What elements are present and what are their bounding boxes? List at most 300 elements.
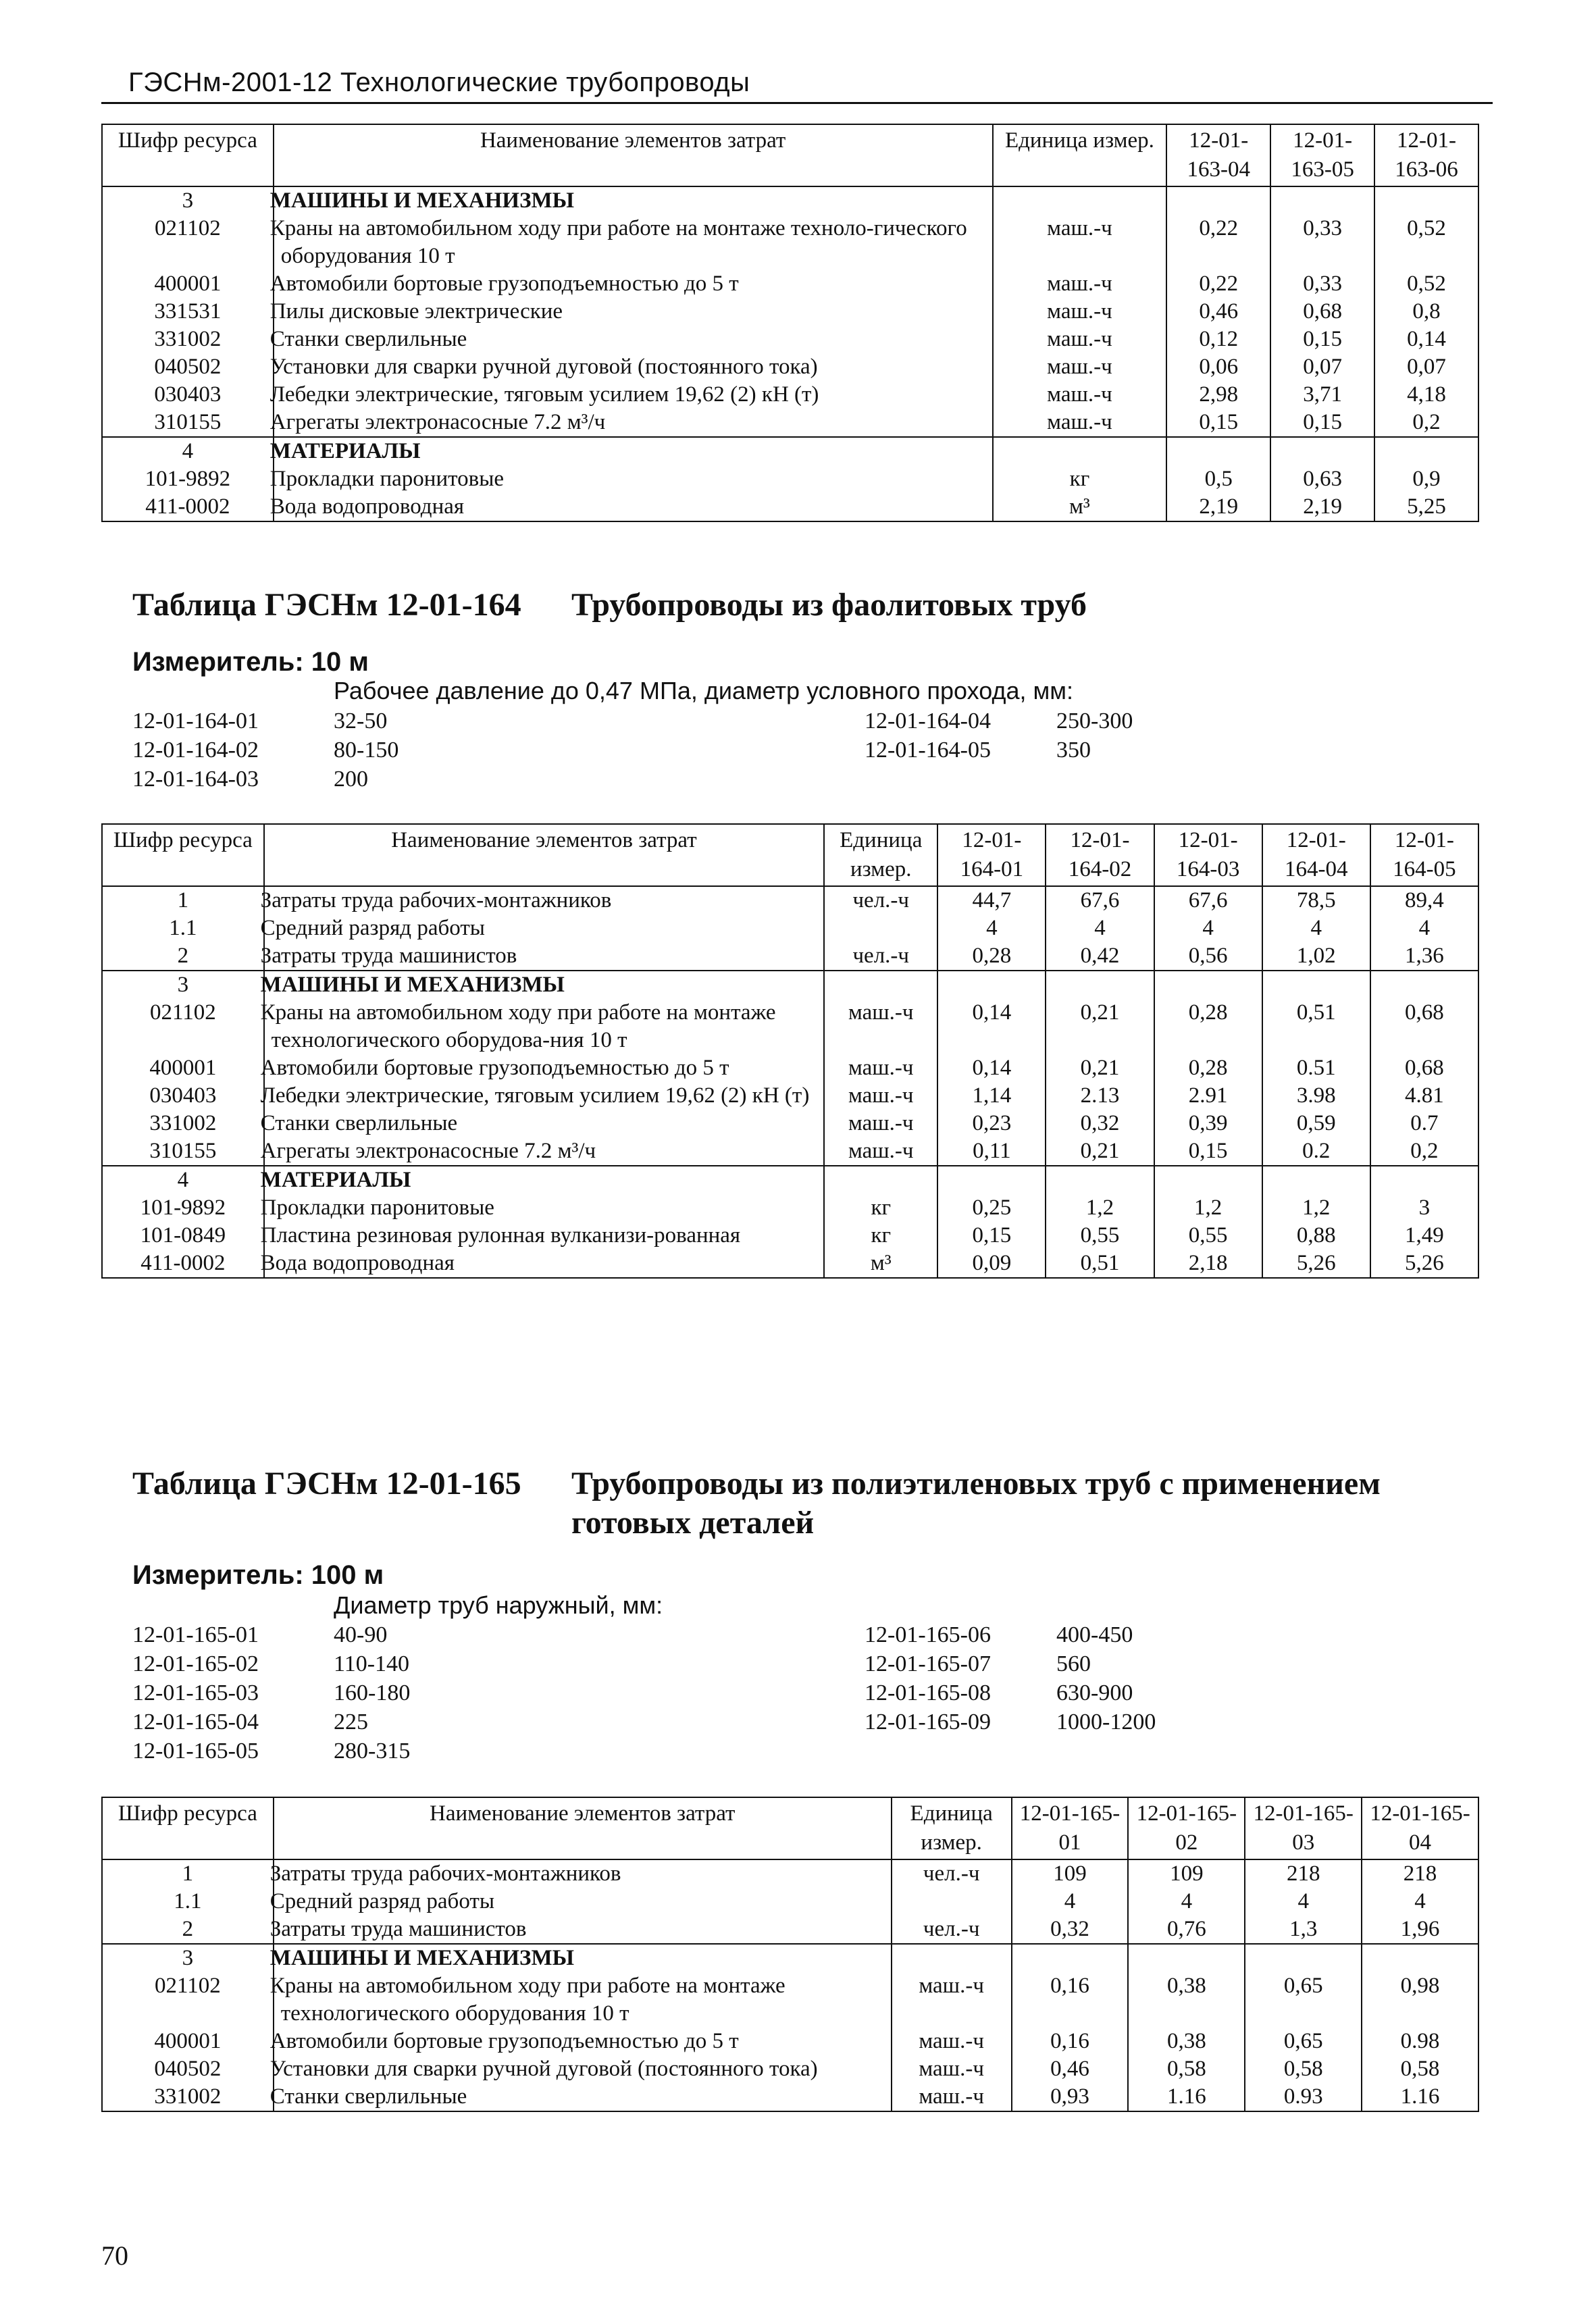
resource-code: 101-0849 — [102, 1222, 264, 1250]
table-row — [102, 353, 1478, 381]
unit-cell: маш.-ч — [892, 2083, 1012, 2111]
value-cell: 0,09 — [937, 1250, 1046, 1278]
value-cell: 2.13 — [1046, 1082, 1154, 1110]
resource-code: 1.1 — [102, 915, 264, 942]
header-norm-code: 12-01-163-04 — [1166, 124, 1270, 186]
value-cell: 0,55 — [1154, 1222, 1262, 1250]
header-unit: Единица измер. — [892, 1797, 1012, 1859]
value-cell — [1262, 1166, 1370, 1194]
table-row — [102, 1250, 1478, 1278]
table-row — [102, 1859, 1478, 1888]
value-cell: 0,58 — [1245, 2055, 1362, 2083]
resource-code: 411-0002 — [102, 1250, 264, 1278]
value-cell — [1166, 186, 1270, 215]
section-row — [102, 186, 1478, 215]
header-row — [102, 824, 1478, 886]
unit-cell — [824, 1166, 937, 1194]
value-cell: 0,15 — [1166, 409, 1270, 437]
value-cell: 0,38 — [1128, 1972, 1245, 2028]
value-cell: 0,55 — [1046, 1222, 1154, 1250]
unit-cell: маш.-ч — [993, 381, 1167, 409]
resource-name: Прокладки паронитовые — [274, 465, 993, 493]
value-cell: 0,46 — [1012, 2055, 1129, 2083]
param-value: 1000-1200 — [1056, 1709, 1156, 1734]
value-cell: 0,9 — [1374, 465, 1478, 493]
resource-code: 2 — [102, 1916, 274, 1944]
param-code: 12-01-165-03 — [132, 1680, 259, 1705]
value-cell: 0,06 — [1166, 353, 1270, 381]
running-header: ГЭСНм-2001-12 Технологические трубопроводы — [128, 68, 750, 97]
resource-name: Вода водопроводная — [264, 1250, 825, 1278]
value-cell: 0,16 — [1012, 2028, 1129, 2055]
value-cell: 44,7 — [937, 886, 1046, 915]
value-cell: 0,88 — [1262, 1222, 1370, 1250]
unit-cell: маш.-ч — [993, 215, 1167, 270]
table-165-label: Таблица ГЭСНм 12-01-165 — [132, 1466, 521, 1501]
header-norm-code: 12-01-164-01 — [937, 824, 1046, 886]
value-cell — [1370, 1166, 1478, 1194]
param-value: 350 — [1056, 738, 1091, 763]
value-cell: 0,52 — [1374, 215, 1478, 270]
value-cell: 0,12 — [1166, 326, 1270, 353]
section-title: МАШИНЫ И МЕХАНИЗМЫ — [264, 971, 825, 999]
value-cell: 1,96 — [1362, 1916, 1478, 1944]
resource-name: Затраты труда машинистов — [274, 1916, 892, 1944]
section-title: МАТЕРИАЛЫ — [264, 1166, 825, 1194]
table-row — [102, 1972, 1478, 2028]
header-row — [102, 124, 1478, 186]
value-cell: 4.81 — [1370, 1082, 1478, 1110]
value-cell: 0.2 — [1262, 1137, 1370, 1166]
value-cell: 1,02 — [1262, 942, 1370, 971]
value-cell: 1,2 — [1046, 1194, 1154, 1222]
resource-name: Затраты труда рабочих-монтажников — [274, 1859, 892, 1888]
value-cell: 109 — [1012, 1859, 1129, 1888]
section-row — [102, 1944, 1478, 1972]
header-norm-code: 12-01-164-05 — [1370, 824, 1478, 886]
header-norm-code: 12-01-165-02 — [1128, 1797, 1245, 1859]
param-value: 32-50 — [334, 709, 388, 734]
value-cell: 0,65 — [1245, 1972, 1362, 2028]
header-unit: Единица измер. — [993, 124, 1167, 186]
value-cell: 0.93 — [1245, 2083, 1362, 2111]
value-cell: 3 — [1370, 1194, 1478, 1222]
param-value: 225 — [334, 1709, 368, 1734]
value-cell: 4 — [1262, 915, 1370, 942]
value-cell: 0,15 — [937, 1222, 1046, 1250]
value-cell — [1046, 971, 1154, 999]
resource-name: Станки сверлильные — [274, 326, 993, 353]
value-cell: 78,5 — [1262, 886, 1370, 915]
resource-code: 4 — [102, 437, 274, 465]
table-row — [102, 1916, 1478, 1944]
unit-cell — [824, 971, 937, 999]
table-row — [102, 1054, 1478, 1082]
table-row — [102, 999, 1478, 1054]
value-cell: 0,68 — [1370, 999, 1478, 1054]
param-code: 12-01-165-07 — [865, 1651, 991, 1676]
value-cell: 4 — [937, 915, 1046, 942]
value-cell: 0,42 — [1046, 942, 1154, 971]
resource-name: Вода водопроводная — [274, 493, 993, 521]
value-cell: 218 — [1362, 1859, 1478, 1888]
param-value: 110-140 — [334, 1651, 410, 1676]
table-164-params-caption: Рабочее давление до 0,47 МПа, диаметр условного прохода, мм: — [334, 677, 1073, 704]
value-cell: 2,19 — [1270, 493, 1374, 521]
param-value: 280-315 — [334, 1739, 411, 1764]
unit-cell: маш.-ч — [892, 2028, 1012, 2055]
value-cell: 0,68 — [1370, 1054, 1478, 1082]
resource-code: 1 — [102, 1859, 274, 1888]
table-row — [102, 1082, 1478, 1110]
table-row — [102, 915, 1478, 942]
value-cell: 4 — [1012, 1888, 1129, 1916]
value-cell: 0,28 — [1154, 1054, 1262, 1082]
param-code: 12-01-164-03 — [132, 767, 259, 792]
value-cell — [1154, 971, 1262, 999]
resource-name: Агрегаты электронасосные 7.2 м³/ч — [274, 409, 993, 437]
unit-cell: маш.-ч — [824, 1082, 937, 1110]
resource-name: Прокладки паронитовые — [264, 1194, 825, 1222]
param-code: 12-01-164-01 — [132, 709, 259, 734]
section-row — [102, 437, 1478, 465]
section-title: МАШИНЫ И МЕХАНИЗМЫ — [274, 186, 993, 215]
value-cell: 4 — [1154, 915, 1262, 942]
unit-cell: чел.-ч — [892, 1859, 1012, 1888]
unit-cell: чел.-ч — [824, 886, 937, 915]
value-cell: 0,14 — [937, 1054, 1046, 1082]
param-code: 12-01-165-02 — [132, 1651, 259, 1676]
header-code: Шифр ресурса — [102, 824, 264, 886]
table-row — [102, 493, 1478, 521]
section-row — [102, 1166, 1478, 1194]
table-row — [102, 326, 1478, 353]
table-165-params-caption: Диаметр труб наружный, мм: — [334, 1591, 663, 1619]
header-unit: Единица измер. — [824, 824, 937, 886]
table-row — [102, 381, 1478, 409]
value-cell: 0,07 — [1270, 353, 1374, 381]
value-cell: 4 — [1128, 1888, 1245, 1916]
header-code: Шифр ресурса — [102, 1797, 274, 1859]
param-code: 12-01-165-08 — [865, 1680, 991, 1705]
value-cell: 2.91 — [1154, 1082, 1262, 1110]
value-cell: 0,51 — [1262, 999, 1370, 1054]
unit-cell: кг — [824, 1222, 937, 1250]
unit-cell: маш.-ч — [993, 270, 1167, 298]
param-code: 12-01-164-05 — [865, 738, 991, 763]
value-cell: 0,56 — [1154, 942, 1262, 971]
value-cell: 0,33 — [1270, 270, 1374, 298]
param-value: 250-300 — [1056, 709, 1133, 734]
value-cell: 1,3 — [1245, 1916, 1362, 1944]
value-cell — [1362, 1944, 1478, 1972]
resource-code: 400001 — [102, 2028, 274, 2055]
resource-code: 021102 — [102, 1972, 274, 2028]
resource-code: 310155 — [102, 1137, 264, 1166]
param-value: 400-450 — [1056, 1622, 1133, 1647]
value-cell: 2,18 — [1154, 1250, 1262, 1278]
value-cell — [1270, 437, 1374, 465]
resource-code: 101-9892 — [102, 1194, 264, 1222]
param-code: 12-01-165-01 — [132, 1622, 259, 1647]
value-cell: 4 — [1362, 1888, 1478, 1916]
resource-name: Автомобили бортовые грузоподъемностью до 5 т — [274, 270, 993, 298]
table-row — [102, 270, 1478, 298]
section-title: МАТЕРИАЛЫ — [274, 437, 993, 465]
unit-cell: маш.-ч — [892, 1972, 1012, 2028]
resource-code: 3 — [102, 1944, 274, 1972]
header-row — [102, 1797, 1478, 1859]
value-cell: 0,65 — [1245, 2028, 1362, 2055]
value-cell: 4 — [1370, 915, 1478, 942]
header-norm-code: 12-01-165-03 — [1245, 1797, 1362, 1859]
table-row — [102, 1137, 1478, 1166]
page-number: 70 — [101, 2240, 128, 2271]
unit-cell: кг — [993, 465, 1167, 493]
param-value: 630-900 — [1056, 1680, 1133, 1705]
unit-cell: маш.-ч — [824, 999, 937, 1054]
table-164 — [101, 823, 1479, 1279]
value-cell: 0,25 — [937, 1194, 1046, 1222]
value-cell: 0,52 — [1374, 270, 1478, 298]
value-cell: 0,22 — [1166, 215, 1270, 270]
value-cell: 0,14 — [937, 999, 1046, 1054]
value-cell: 0,21 — [1046, 1054, 1154, 1082]
resource-name: Затраты труда рабочих-монтажников — [264, 886, 825, 915]
value-cell: 0,32 — [1046, 1110, 1154, 1137]
value-cell: 0,14 — [1374, 326, 1478, 353]
unit-cell: м³ — [824, 1250, 937, 1278]
header-rule — [101, 102, 1493, 104]
table-165-title: Трубопроводы из полиэтиленовых труб с применением готовых деталей — [571, 1466, 1381, 1541]
value-cell: 0,58 — [1362, 2055, 1478, 2083]
table-164-title: Трубопроводы из фаолитовых труб — [571, 587, 1087, 623]
value-cell: 0,22 — [1166, 270, 1270, 298]
resource-name: Установки для сварки ручной дуговой (постоянного тока) — [274, 353, 993, 381]
table-165-meter: Измеритель: 100 м — [132, 1560, 384, 1590]
value-cell: 109 — [1128, 1859, 1245, 1888]
value-cell: 4 — [1046, 915, 1154, 942]
param-value: 160-180 — [334, 1680, 411, 1705]
unit-cell — [892, 1888, 1012, 1916]
unit-cell: маш.-ч — [993, 326, 1167, 353]
value-cell: 0.98 — [1362, 2028, 1478, 2055]
value-cell: 0,63 — [1270, 465, 1374, 493]
unit-cell: маш.-ч — [993, 298, 1167, 326]
value-cell: 5,26 — [1370, 1250, 1478, 1278]
section-row — [102, 971, 1478, 999]
unit-cell: чел.-ч — [824, 942, 937, 971]
param-code: 12-01-164-04 — [865, 709, 991, 734]
value-cell — [1370, 971, 1478, 999]
resource-code: 040502 — [102, 353, 274, 381]
table-row — [102, 298, 1478, 326]
value-cell: 0,39 — [1154, 1110, 1262, 1137]
value-cell: 0,98 — [1362, 1972, 1478, 2028]
resource-name: Краны на автомобильном ходу при работе на монтаже техноло-гического оборудования 10 т — [274, 215, 993, 270]
resource-code: 1 — [102, 886, 264, 915]
table-row — [102, 2055, 1478, 2083]
value-cell — [937, 971, 1046, 999]
resource-code: 331002 — [102, 1110, 264, 1137]
resource-name: Лебедки электрические, тяговым усилием 19,62 (2) кН (т) — [264, 1082, 825, 1110]
resource-code: 331002 — [102, 326, 274, 353]
resource-code: 331531 — [102, 298, 274, 326]
param-code: 12-01-164-02 — [132, 738, 259, 763]
unit-cell — [993, 186, 1167, 215]
value-cell: 5,26 — [1262, 1250, 1370, 1278]
table-164-label: Таблица ГЭСНм 12-01-164 — [132, 587, 521, 623]
table-row — [102, 1194, 1478, 1222]
param-code: 12-01-165-04 — [132, 1709, 259, 1734]
resource-name: Краны на автомобильном ходу при работе на монтаже технологического оборудования 10 т — [274, 1972, 892, 2028]
value-cell: 3.98 — [1262, 1082, 1370, 1110]
value-cell: 0,07 — [1374, 353, 1478, 381]
param-value: 200 — [334, 767, 368, 792]
param-code: 12-01-165-09 — [865, 1709, 991, 1734]
unit-cell: маш.-ч — [824, 1110, 937, 1137]
header-name: Наименование элементов затрат — [264, 824, 825, 886]
unit-cell — [993, 437, 1167, 465]
resource-code: 101-9892 — [102, 465, 274, 493]
header-norm-code: 12-01-165-01 — [1012, 1797, 1129, 1859]
resource-name: Станки сверлильные — [274, 2083, 892, 2111]
header-norm-code: 12-01-163-06 — [1374, 124, 1478, 186]
resource-code: 030403 — [102, 1082, 264, 1110]
value-cell — [1166, 437, 1270, 465]
table-165-heading — [132, 1464, 1416, 1545]
value-cell: 3,71 — [1270, 381, 1374, 409]
value-cell: 0.51 — [1262, 1054, 1370, 1082]
resource-name: Автомобили бортовые грузоподъемностью до 5 т — [274, 2028, 892, 2055]
resource-code: 411-0002 — [102, 493, 274, 521]
value-cell: 0.7 — [1370, 1110, 1478, 1137]
value-cell: 1.16 — [1128, 2083, 1245, 2111]
unit-cell: маш.-ч — [993, 409, 1167, 437]
value-cell — [1374, 186, 1478, 215]
resource-code: 310155 — [102, 409, 274, 437]
value-cell — [937, 1166, 1046, 1194]
value-cell: 1,49 — [1370, 1222, 1478, 1250]
resource-name: Средний разряд работы — [264, 915, 825, 942]
table-163-continuation — [101, 124, 1479, 522]
value-cell: 0,28 — [937, 942, 1046, 971]
resource-name: Агрегаты электронасосные 7.2 м³/ч — [264, 1137, 825, 1166]
value-cell — [1245, 1944, 1362, 1972]
header-name: Наименование элементов затрат — [274, 124, 993, 186]
unit-cell: маш.-ч — [892, 2055, 1012, 2083]
resource-code: 030403 — [102, 381, 274, 409]
unit-cell: м³ — [993, 493, 1167, 521]
resource-name: Станки сверлильные — [264, 1110, 825, 1137]
param-value: 560 — [1056, 1651, 1091, 1676]
resource-code: 040502 — [102, 2055, 274, 2083]
value-cell: 5,25 — [1374, 493, 1478, 521]
value-cell: 0,68 — [1270, 298, 1374, 326]
header-norm-code: 12-01-165-04 — [1362, 1797, 1478, 1859]
resource-code: 400001 — [102, 270, 274, 298]
value-cell: 0,59 — [1262, 1110, 1370, 1137]
table-164-meter: Измеритель: 10 м — [132, 647, 369, 677]
unit-cell: маш.-ч — [824, 1137, 937, 1166]
value-cell: 0,15 — [1270, 409, 1374, 437]
unit-cell: кг — [824, 1194, 937, 1222]
value-cell: 0,33 — [1270, 215, 1374, 270]
value-cell: 0,58 — [1128, 2055, 1245, 2083]
table-row — [102, 2028, 1478, 2055]
value-cell: 0,76 — [1128, 1916, 1245, 1944]
table-164-heading — [132, 586, 1416, 626]
value-cell: 4 — [1245, 1888, 1362, 1916]
value-cell: 89,4 — [1370, 886, 1478, 915]
value-cell: 1,2 — [1262, 1194, 1370, 1222]
value-cell: 218 — [1245, 1859, 1362, 1888]
table-row — [102, 1222, 1478, 1250]
value-cell: 0,2 — [1370, 1137, 1478, 1166]
table-row — [102, 942, 1478, 971]
param-value: 40-90 — [334, 1622, 388, 1647]
table-row — [102, 215, 1478, 270]
value-cell: 0,2 — [1374, 409, 1478, 437]
value-cell: 2,98 — [1166, 381, 1270, 409]
param-code: 12-01-165-06 — [865, 1622, 991, 1647]
resource-code: 021102 — [102, 999, 264, 1054]
table-row — [102, 2083, 1478, 2111]
value-cell: 1,2 — [1154, 1194, 1262, 1222]
value-cell: 1,36 — [1370, 942, 1478, 971]
value-cell — [1046, 1166, 1154, 1194]
value-cell: 0,51 — [1046, 1250, 1154, 1278]
resource-code: 3 — [102, 971, 264, 999]
header-norm-code: 12-01-164-03 — [1154, 824, 1262, 886]
param-code: 12-01-165-05 — [132, 1739, 259, 1764]
value-cell — [1374, 437, 1478, 465]
resource-name: Краны на автомобильном ходу при работе на монтаже технологического оборудова-ния 10 т — [264, 999, 825, 1054]
table-165 — [101, 1797, 1479, 2112]
resource-code: 3 — [102, 186, 274, 215]
resource-name: Затраты труда машинистов — [264, 942, 825, 971]
resource-name: Средний разряд работы — [274, 1888, 892, 1916]
value-cell: 0,11 — [937, 1137, 1046, 1166]
unit-cell: маш.-ч — [824, 1054, 937, 1082]
value-cell: 0,46 — [1166, 298, 1270, 326]
unit-cell — [824, 915, 937, 942]
value-cell: 0,38 — [1128, 2028, 1245, 2055]
value-cell: 0,32 — [1012, 1916, 1129, 1944]
resource-code: 331002 — [102, 2083, 274, 2111]
resource-code: 021102 — [102, 215, 274, 270]
value-cell: 0,8 — [1374, 298, 1478, 326]
resource-name: Установки для сварки ручной дуговой (постоянного тока) — [274, 2055, 892, 2083]
header-norm-code: 12-01-164-02 — [1046, 824, 1154, 886]
value-cell: 0,16 — [1012, 1972, 1129, 2028]
section-title: МАШИНЫ И МЕХАНИЗМЫ — [274, 1944, 892, 1972]
resource-code: 400001 — [102, 1054, 264, 1082]
value-cell: 4,18 — [1374, 381, 1478, 409]
resource-code: 2 — [102, 942, 264, 971]
value-cell: 0,21 — [1046, 999, 1154, 1054]
header-code: Шифр ресурса — [102, 124, 274, 186]
unit-cell — [892, 1944, 1012, 1972]
value-cell: 0,23 — [937, 1110, 1046, 1137]
value-cell: 0,93 — [1012, 2083, 1129, 2111]
value-cell: 0,21 — [1046, 1137, 1154, 1166]
header-norm-code: 12-01-163-05 — [1270, 124, 1374, 186]
value-cell: 0,15 — [1154, 1137, 1262, 1166]
resource-name: Лебедки электрические, тяговым усилием 19,62 (2) кН (т) — [274, 381, 993, 409]
value-cell — [1012, 1944, 1129, 1972]
header-name: Наименование элементов затрат — [274, 1797, 892, 1859]
